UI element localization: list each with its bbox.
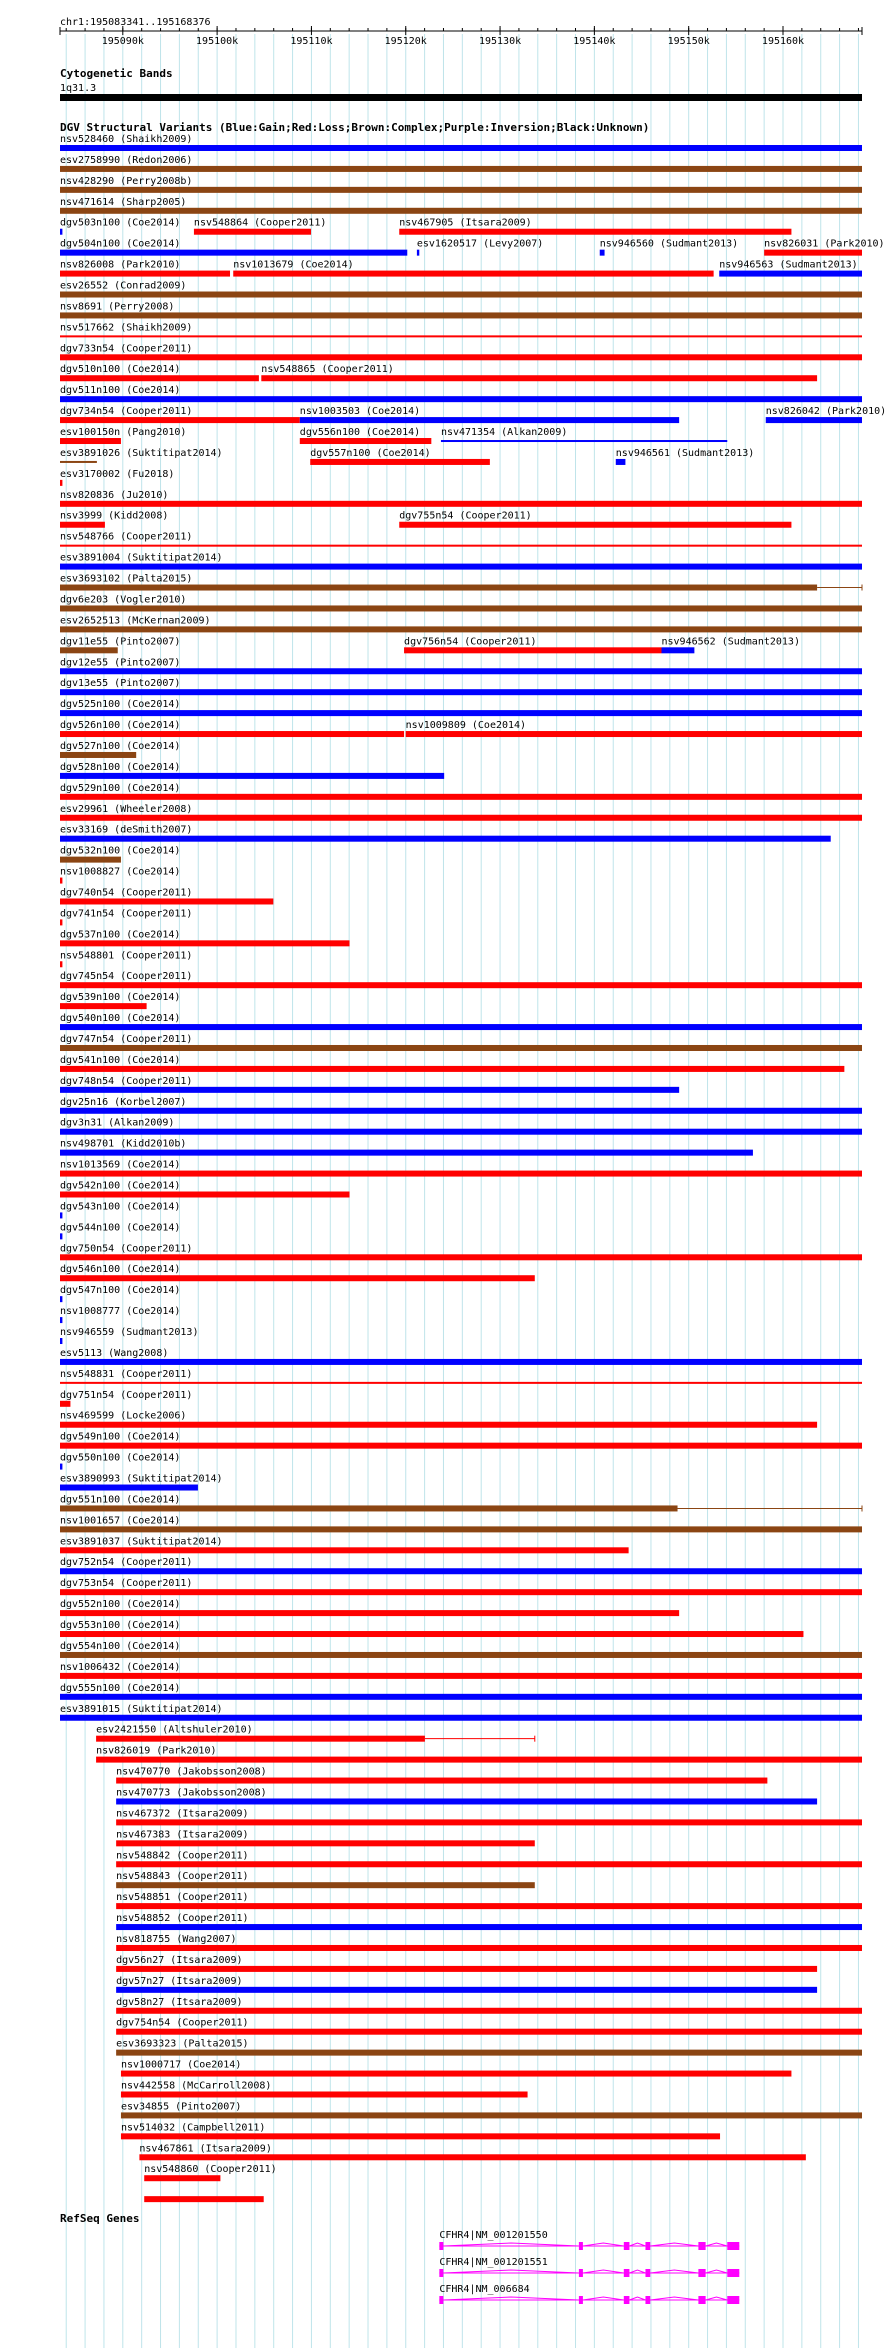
ruler-tick-label: 195160k xyxy=(761,36,805,47)
variant-bar[interactable] xyxy=(60,919,62,925)
variant-label: dgv525n100 (Coe2014) xyxy=(60,699,181,711)
variant-label: dgv542n100 (Coe2014) xyxy=(60,1180,181,1192)
variant-bar[interactable] xyxy=(60,647,118,653)
variant-label: dgv528n100 (Coe2014) xyxy=(60,761,181,773)
variant-label: nsv826042 (Park2010) xyxy=(765,406,887,418)
variant-label: dgv511n100 (Coe2014) xyxy=(60,385,181,397)
variant-bar[interactable] xyxy=(60,1526,862,1532)
variant-bar[interactable] xyxy=(60,461,97,463)
variant-label: nsv548865 (Cooper2011) xyxy=(261,364,394,376)
variant-bar[interactable] xyxy=(116,2008,862,2014)
variant-label: nsv1001657 (Coe2014) xyxy=(60,1515,181,1527)
variant-label: esv3693323 (Palta2015) xyxy=(116,2038,249,2050)
variant-label: nsv1000717 (Coe2014) xyxy=(120,2059,242,2071)
variant-label: dgv3n31 (Alkan2009) xyxy=(60,1117,175,1129)
variant-label: esv1620517 (Levy2007) xyxy=(416,238,544,250)
variant-bar[interactable] xyxy=(441,440,727,442)
variant-bar[interactable] xyxy=(60,1422,817,1428)
variant-label: nsv826008 (Park2010) xyxy=(60,259,181,271)
variant-bar[interactable] xyxy=(60,1087,679,1093)
variant-label: dgv754n54 (Cooper2011) xyxy=(116,2017,249,2029)
variant-bar[interactable] xyxy=(60,208,862,214)
variant-bar[interactable] xyxy=(121,2112,862,2118)
variant-label: esv3890993 (Suktitipat2014) xyxy=(60,1473,223,1485)
variant-label: esv2421550 (Altshuler2010) xyxy=(96,1724,253,1736)
gene-exon[interactable] xyxy=(698,2296,705,2304)
variant-label: nsv1008827 (Coe2014) xyxy=(60,866,181,878)
variant-bar[interactable] xyxy=(300,438,432,444)
variant-label: esv3693102 (Palta2015) xyxy=(60,573,193,585)
gene-exon[interactable] xyxy=(579,2242,583,2250)
variant-label: nsv946561 (Sudmant2013) xyxy=(615,447,755,459)
ruler-tick-label: 195120k xyxy=(384,36,427,47)
variant-bar[interactable] xyxy=(60,1129,862,1135)
variant-label: nsv467383 (Itsara2009) xyxy=(116,1829,249,1841)
variant-bar[interactable] xyxy=(60,417,300,423)
variant-label: nsv428290 (Perry2008b) xyxy=(60,175,193,187)
variant-bar[interactable] xyxy=(60,335,862,337)
variant-bar[interactable] xyxy=(60,145,862,151)
variant-bar[interactable] xyxy=(399,229,791,235)
variant-bar[interactable] xyxy=(60,898,273,904)
variant-bar[interactable] xyxy=(60,605,862,611)
variant-label: nsv471614 (Sharp2005) xyxy=(60,196,187,208)
variant-label: nsv467861 (Itsara2009) xyxy=(139,2143,272,2155)
variant-bar[interactable] xyxy=(144,2175,220,2181)
variant-label: nsv1008777 (Coe2014) xyxy=(60,1306,181,1318)
variant-bar[interactable] xyxy=(404,647,661,653)
variant-bar[interactable] xyxy=(121,2091,528,2097)
gene-exon[interactable] xyxy=(624,2269,630,2277)
variant-bar[interactable] xyxy=(662,647,695,653)
cytoband-bar[interactable] xyxy=(60,94,862,101)
variant-label: esv3891026 (Suktitipat2014) xyxy=(60,447,223,459)
variant-bar[interactable] xyxy=(417,250,419,256)
variant-label: dgv537n100 (Coe2014) xyxy=(60,929,181,941)
ruler-tick-label: 195110k xyxy=(290,36,333,47)
variant-bar[interactable] xyxy=(719,271,862,277)
variant-label: dgv25n16 (Korbel2007) xyxy=(60,1096,187,1108)
variant-bar[interactable] xyxy=(399,522,791,528)
variant-label: dgv546n100 (Coe2014) xyxy=(60,1264,181,1276)
variant-label: nsv826031 (Park2010) xyxy=(764,238,885,250)
variant-label: dgv540n100 (Coe2014) xyxy=(60,1013,181,1025)
variant-bar[interactable] xyxy=(60,187,862,193)
variant-bar[interactable] xyxy=(60,1610,679,1616)
variant-bar[interactable] xyxy=(60,1443,862,1449)
variant-label: dgv553n100 (Coe2014) xyxy=(60,1620,181,1632)
variant-label: esv3170002 (Fu2018) xyxy=(60,468,175,480)
refseq-gene-track xyxy=(439,2230,739,2304)
variant-bar[interactable] xyxy=(96,1757,862,1763)
variant-label: nsv820836 (Ju2010) xyxy=(60,489,169,501)
dgv-variant-track xyxy=(60,134,886,2202)
variant-label: dgv740n54 (Cooper2011) xyxy=(60,887,193,899)
variant-label: dgv755n54 (Cooper2011) xyxy=(399,510,532,522)
variant-label: nsv467905 (Itsara2009) xyxy=(399,217,532,229)
variant-label: esv3891037 (Suktitipat2014) xyxy=(60,1536,223,1548)
gene-exon[interactable] xyxy=(645,2242,650,2250)
variant-label: nsv467372 (Itsara2009) xyxy=(116,1808,249,1820)
variant-label: dgv747n54 (Cooper2011) xyxy=(60,1033,193,1045)
variant-bar[interactable] xyxy=(60,1505,678,1511)
variant-label: dgv551n100 (Coe2014) xyxy=(60,1494,181,1506)
variant-label: nsv517662 (Shaikh2009) xyxy=(60,322,193,334)
gene-exon[interactable] xyxy=(698,2242,705,2250)
variant-bar[interactable] xyxy=(60,585,817,591)
variant-bar[interactable] xyxy=(60,1359,862,1365)
variant-label: nsv1013679 (Coe2014) xyxy=(233,259,354,271)
variant-label: esv34855 (Pinto2007) xyxy=(120,2101,242,2113)
variant-label: dgv555n100 (Coe2014) xyxy=(60,1682,181,1694)
variant-bar[interactable] xyxy=(60,1254,862,1260)
variant-label: nsv946560 (Sudmant2013) xyxy=(599,238,739,250)
variant-bar[interactable] xyxy=(116,1903,862,1909)
variant-bar[interactable] xyxy=(60,1589,862,1595)
variant-label: dgv541n100 (Coe2014) xyxy=(60,1054,181,1066)
variant-bar[interactable] xyxy=(60,731,404,737)
variant-bar[interactable] xyxy=(60,501,862,507)
gene-exon[interactable] xyxy=(645,2269,650,2277)
variant-label: nsv470770 (Jakobsson2008) xyxy=(116,1766,267,1778)
variant-bar[interactable] xyxy=(261,375,817,381)
cytoband-label: 1q31.3 xyxy=(60,83,97,94)
variant-bar[interactable] xyxy=(116,1987,817,1993)
variant-label: dgv554n100 (Coe2014) xyxy=(60,1640,181,1652)
variant-label: nsv514032 (Campbell2011) xyxy=(120,2122,266,2134)
variant-bar[interactable] xyxy=(300,417,679,423)
ruler-tick-label: 195150k xyxy=(667,36,710,47)
variant-bar[interactable] xyxy=(60,1547,629,1553)
variant-bar[interactable] xyxy=(60,815,862,821)
variant-label: esv100150n (Pang2010) xyxy=(60,427,187,439)
variant-label: dgv57n27 (Itsara2009) xyxy=(116,1975,243,1987)
variant-label: dgv756n54 (Cooper2011) xyxy=(404,636,537,648)
variant-bar[interactable] xyxy=(116,1819,862,1825)
variant-label: nsv548851 (Cooper2011) xyxy=(116,1892,249,1904)
variant-bar[interactable] xyxy=(310,459,490,465)
variant-bar[interactable] xyxy=(60,1212,62,1218)
variant-bar[interactable] xyxy=(60,689,862,695)
variant-bar[interactable] xyxy=(60,836,831,842)
variant-label: dgv549n100 (Coe2014) xyxy=(60,1431,181,1443)
variant-bar[interactable] xyxy=(60,1317,62,1323)
variant-label: nsv498701 (Kidd2010b) xyxy=(60,1138,187,1150)
variant-label: nsv548801 (Cooper2011) xyxy=(60,950,193,962)
ruler-tick-label: 195090k xyxy=(101,36,144,47)
variant-label: dgv753n54 (Cooper2011) xyxy=(60,1578,193,1590)
refseq-track-title: RefSeq Genes xyxy=(60,2212,140,2225)
gene-exon[interactable] xyxy=(645,2296,650,2304)
variant-bar[interactable] xyxy=(60,857,121,863)
variant-label: nsv548864 (Cooper2011) xyxy=(193,217,327,229)
variant-bar[interactable] xyxy=(60,250,407,256)
gene-label: CFHR4|NM_006684 xyxy=(439,2284,530,2295)
variant-label: dgv544n100 (Coe2014) xyxy=(60,1222,181,1234)
variant-label: nsv826019 (Park2010) xyxy=(96,1745,217,1757)
variant-label: dgv503n100 (Coe2014) xyxy=(60,217,181,229)
variant-bar[interactable] xyxy=(60,961,62,967)
variant-label: dgv527n100 (Coe2014) xyxy=(60,740,181,752)
variant-label: esv2758990 (Redon2006) xyxy=(60,154,193,166)
variant-label: dgv6e203 (Vogler2010) xyxy=(60,594,187,606)
variant-bar[interactable] xyxy=(194,229,311,235)
gene-exon[interactable] xyxy=(727,2269,739,2277)
variant-label: nsv1013569 (Coe2014) xyxy=(60,1159,181,1171)
variant-bar[interactable] xyxy=(60,1171,862,1177)
gene-exon[interactable] xyxy=(439,2269,443,2277)
variant-label: dgv11e55 (Pinto2007) xyxy=(60,636,181,648)
gene-exon[interactable] xyxy=(624,2296,630,2304)
variant-bar[interactable] xyxy=(60,1150,753,1156)
variant-label: nsv818755 (Wang2007) xyxy=(116,1933,237,1945)
variant-bar[interactable] xyxy=(60,1464,62,1470)
variant-label: nsv946559 (Sudmant2013) xyxy=(60,1327,199,1339)
variant-label: nsv548831 (Cooper2011) xyxy=(60,1368,193,1380)
variant-label: dgv56n27 (Itsara2009) xyxy=(116,1954,243,1966)
variant-bar[interactable] xyxy=(116,2029,862,2035)
variant-bar[interactable] xyxy=(60,1275,535,1281)
variant-bar[interactable] xyxy=(60,1338,62,1344)
variant-bar[interactable] xyxy=(766,417,862,423)
variant-label: nsv548842 (Cooper2011) xyxy=(116,1850,249,1862)
variant-label: nsv471354 (Alkan2009) xyxy=(440,427,568,439)
variant-bar[interactable] xyxy=(60,1003,147,1009)
variant-bar[interactable] xyxy=(60,1485,198,1491)
variant-bar[interactable] xyxy=(139,2154,805,2160)
variant-label: esv3891015 (Suktitipat2014) xyxy=(60,1703,223,1715)
variant-bar[interactable] xyxy=(60,312,862,318)
variant-label: nsv548852 (Cooper2011) xyxy=(116,1913,249,1925)
variant-label: dgv741n54 (Cooper2011) xyxy=(60,908,193,920)
variant-bar[interactable] xyxy=(60,940,350,946)
variant-label: esv33169 (deSmith2007) xyxy=(60,824,193,836)
variant-label: dgv552n100 (Coe2014) xyxy=(60,1599,181,1611)
variant-bar[interactable] xyxy=(60,794,862,800)
variant-bar[interactable] xyxy=(116,1924,862,1930)
variant-bar[interactable] xyxy=(60,480,62,486)
variant-bar[interactable] xyxy=(60,1715,862,1721)
variant-label: nsv528460 (Shaikh2009) xyxy=(60,134,193,145)
variant-label: esv29961 (Wheeler2008) xyxy=(60,803,193,815)
variant-bar[interactable] xyxy=(121,2071,791,2077)
variant-label: dgv752n54 (Cooper2011) xyxy=(60,1557,193,1569)
variant-bar[interactable] xyxy=(600,250,605,256)
variant-bar[interactable] xyxy=(60,229,62,235)
gene-label: CFHR4|NM_001201551 xyxy=(439,2257,548,2268)
variant-label: dgv526n100 (Coe2014) xyxy=(60,720,181,732)
variant-bar[interactable] xyxy=(60,271,230,277)
variant-label: dgv733n54 (Cooper2011) xyxy=(60,343,193,355)
variant-bar[interactable] xyxy=(60,773,444,779)
gene-exon[interactable] xyxy=(727,2296,739,2304)
variant-label: esv26552 (Conrad2009) xyxy=(60,280,187,292)
variant-label: nsv469599 (Locke2006) xyxy=(60,1410,187,1422)
variant-label: dgv557n100 (Coe2014) xyxy=(310,447,431,459)
variant-bar[interactable] xyxy=(233,271,713,277)
variant-label: dgv504n100 (Coe2014) xyxy=(60,238,181,250)
variant-bar[interactable] xyxy=(116,1778,767,1784)
variant-bar[interactable] xyxy=(60,626,862,632)
variant-bar[interactable] xyxy=(60,710,862,716)
variant-label: dgv532n100 (Coe2014) xyxy=(60,845,181,857)
variant-label: dgv734n54 (Cooper2011) xyxy=(60,406,193,418)
variant-label: nsv1006432 (Coe2014) xyxy=(60,1661,181,1673)
variant-label: dgv751n54 (Cooper2011) xyxy=(60,1389,193,1401)
variant-bar[interactable] xyxy=(116,1840,535,1846)
variant-bar[interactable] xyxy=(116,2050,862,2056)
variant-bar[interactable] xyxy=(60,375,259,381)
variant-label: esv3891004 (Suktitipat2014) xyxy=(60,552,223,564)
variant-label: nsv548766 (Cooper2011) xyxy=(60,531,193,543)
variant-label: dgv745n54 (Cooper2011) xyxy=(60,971,193,983)
variant-label: dgv510n100 (Coe2014) xyxy=(60,364,181,376)
variant-label: nsv548843 (Cooper2011) xyxy=(116,1871,249,1883)
gene-exon[interactable] xyxy=(439,2242,443,2250)
variant-bar[interactable] xyxy=(116,1966,817,1972)
variant-label: dgv58n27 (Itsara2009) xyxy=(116,1996,243,2008)
variant-bar[interactable] xyxy=(60,564,862,570)
gene-exon[interactable] xyxy=(624,2242,630,2250)
variant-label: nsv548860 (Cooper2011) xyxy=(144,2164,277,2176)
variant-label: dgv750n54 (Cooper2011) xyxy=(60,1243,193,1255)
variant-bar[interactable] xyxy=(60,522,105,528)
cytoband-track-title: Cytogenetic Bands xyxy=(60,67,173,80)
position-label: chr1:195083341..195168376 xyxy=(60,17,211,28)
variant-bar[interactable] xyxy=(116,1861,862,1867)
variant-label: nsv8691 (Perry2008) xyxy=(60,301,175,313)
gene-exon[interactable] xyxy=(727,2242,739,2250)
variant-label: esv5113 (Wang2008) xyxy=(60,1347,169,1359)
gene-exon[interactable] xyxy=(579,2296,583,2304)
gene-exon[interactable] xyxy=(698,2269,705,2277)
variant-bar[interactable] xyxy=(60,1066,844,1072)
variant-bar[interactable] xyxy=(60,1673,862,1679)
variant-bar[interactable] xyxy=(116,1945,862,1951)
gene-exon[interactable] xyxy=(579,2269,583,2277)
variant-label: esv2652513 (McKernan2009) xyxy=(60,615,211,627)
variant-label: dgv529n100 (Coe2014) xyxy=(60,782,181,794)
variant-label: nsv470773 (Jakobsson2008) xyxy=(116,1787,267,1799)
ruler-tick-label: 195100k xyxy=(196,36,239,47)
variant-bar[interactable] xyxy=(144,2196,263,2202)
ruler-tick-label: 195140k xyxy=(573,36,616,47)
variant-bar[interactable] xyxy=(60,1568,862,1574)
variant-bar[interactable] xyxy=(60,982,862,988)
variant-bar[interactable] xyxy=(60,1631,803,1637)
variant-bar[interactable] xyxy=(60,545,862,547)
variant-bar[interactable] xyxy=(60,1045,862,1051)
gene-exon[interactable] xyxy=(439,2296,443,2304)
variant-label: dgv539n100 (Coe2014) xyxy=(60,992,181,1004)
variant-bar[interactable] xyxy=(116,1882,535,1888)
variant-bar[interactable] xyxy=(60,354,862,360)
variant-bar[interactable] xyxy=(96,1736,425,1742)
variant-bar[interactable] xyxy=(60,752,136,758)
variant-bar[interactable] xyxy=(616,459,626,465)
variant-label: nsv946562 (Sudmant2013) xyxy=(661,636,800,648)
variant-bar[interactable] xyxy=(60,1652,862,1658)
variant-bar[interactable] xyxy=(764,250,862,256)
variant-bar[interactable] xyxy=(60,292,862,298)
coordinate-ruler xyxy=(60,26,862,47)
variant-bar[interactable] xyxy=(60,1192,350,1198)
variant-bar[interactable] xyxy=(60,438,121,444)
variant-bar[interactable] xyxy=(60,878,62,884)
variant-label: dgv550n100 (Coe2014) xyxy=(60,1452,181,1464)
variant-bar[interactable] xyxy=(116,1798,817,1804)
variant-label: nsv946563 (Sudmant2013) xyxy=(719,259,858,271)
variant-bar[interactable] xyxy=(121,2133,720,2139)
variant-bar[interactable] xyxy=(60,166,862,172)
variant-bar[interactable] xyxy=(60,668,862,674)
variant-label: dgv543n100 (Coe2014) xyxy=(60,1201,181,1213)
dgv-track-title: DGV Structural Variants (Blue:Gain;Red:Loss;Brown:Complex;Purple:Inversion;Black:Unknown) xyxy=(60,121,650,134)
variant-label: nsv1009809 (Coe2014) xyxy=(405,720,527,732)
variant-label: dgv13e55 (Pinto2007) xyxy=(60,678,181,690)
variant-bar[interactable] xyxy=(60,1401,70,1407)
variant-label: dgv547n100 (Coe2014) xyxy=(60,1285,181,1297)
variant-bar[interactable] xyxy=(60,1233,62,1239)
variant-bar[interactable] xyxy=(60,396,862,402)
variant-label: nsv1003503 (Coe2014) xyxy=(299,406,421,418)
variant-label: dgv12e55 (Pinto2007) xyxy=(60,657,181,669)
variant-bar[interactable] xyxy=(406,731,862,737)
variant-label: dgv748n54 (Cooper2011) xyxy=(60,1075,193,1087)
variant-label: nsv442558 (McCarroll2008) xyxy=(120,2080,272,2092)
variant-bar[interactable] xyxy=(60,1382,862,1384)
variant-bar[interactable] xyxy=(60,1694,862,1700)
ruler-tick-label: 195130k xyxy=(478,36,522,47)
variant-bar[interactable] xyxy=(60,1108,862,1114)
variant-bar[interactable] xyxy=(60,1296,62,1302)
variant-label: nsv3999 (Kidd2008) xyxy=(60,510,169,522)
variant-label: dgv556n100 (Coe2014) xyxy=(299,427,421,439)
variant-bar[interactable] xyxy=(60,1024,862,1030)
gene-label: CFHR4|NM_001201550 xyxy=(439,2230,548,2241)
